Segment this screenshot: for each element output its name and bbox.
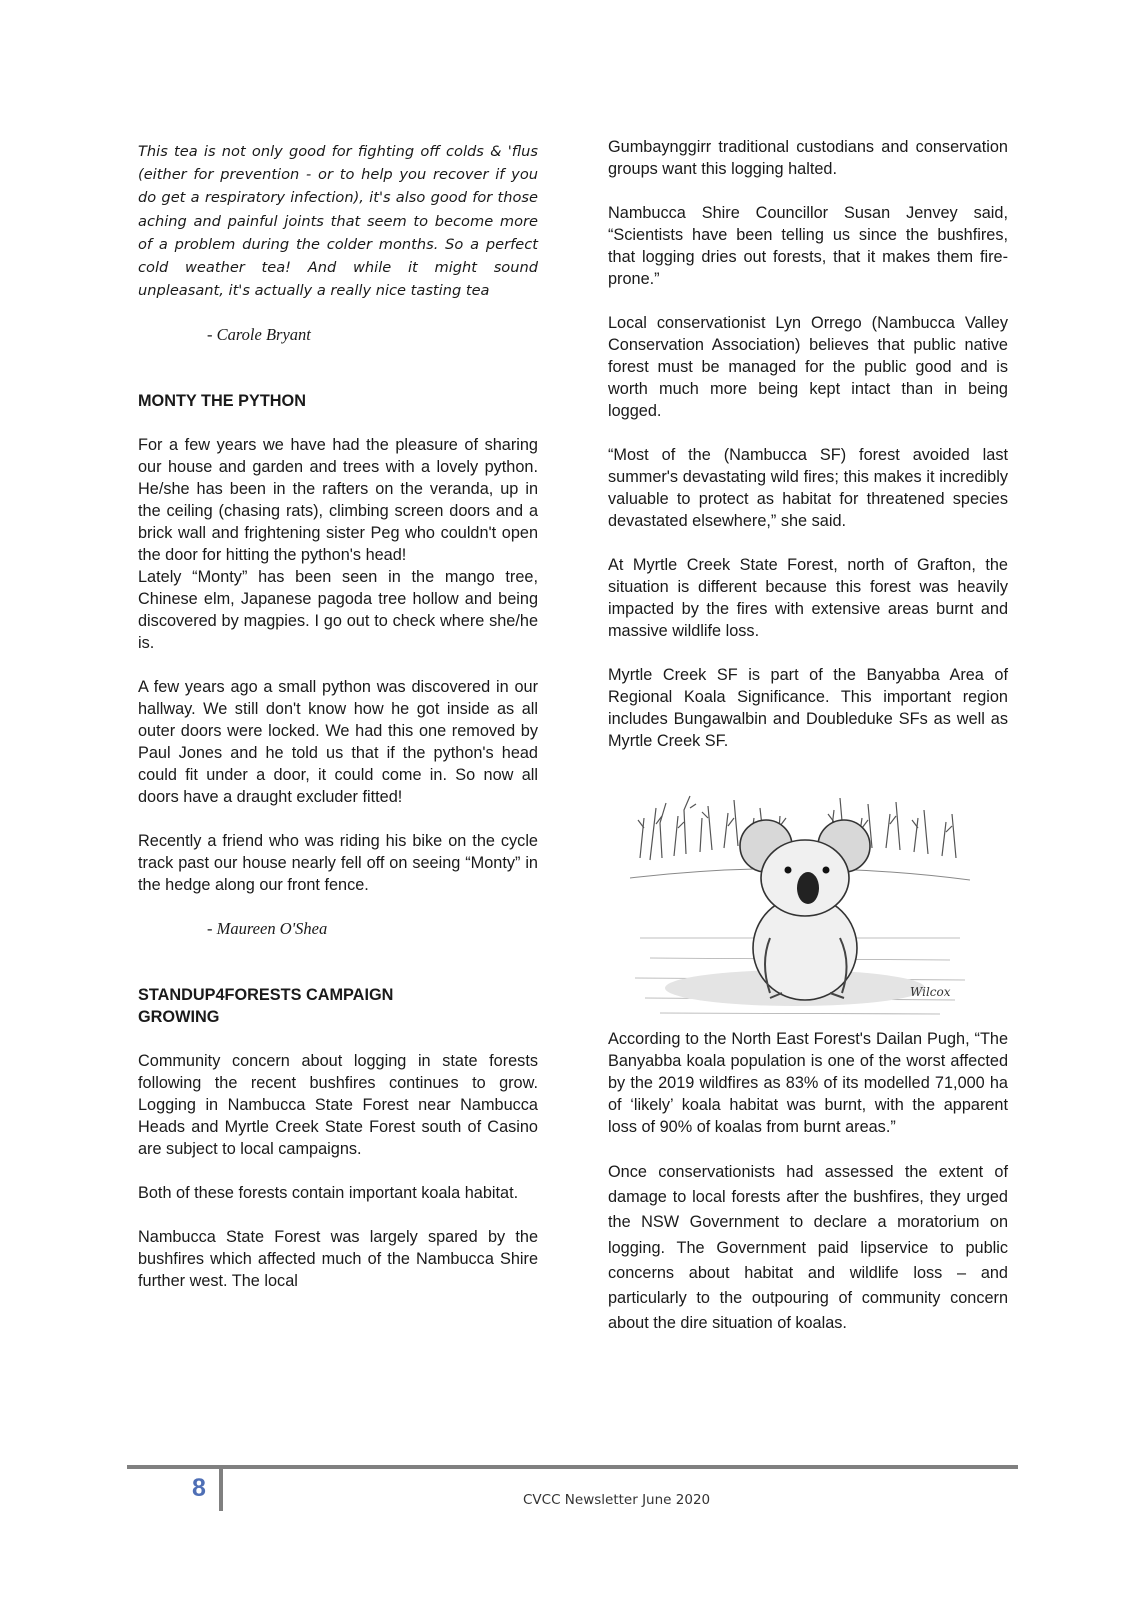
standup-paragraph-2: Both of these forests contain important koala habitat. [138,1184,519,1203]
right-paragraph-2: Nambucca Shire Councillor Susan Jenvey said, “Scientists have been telling us since the bushfires, that logging dries out forests, that it makes them fire-prone.” [608,204,1008,288]
koala-drawing [630,788,970,1020]
monty-paragraph-1: For a few years we have had the pleasure of sharing our house and garden and trees with a lovely python. He/she has been in the rafters on the veranda, up in the ceiling (chasing rats), climbing screen doors and a brick wall and frightening sister Peg who couldn't open the door for hitting the python's head! [138,436,538,565]
left-column [138,136,538,1292]
standup-heading: STANDUP4FORESTS CAMPAIGN GROWING [138,986,394,1027]
page-number: 8 [192,1474,206,1502]
right-paragraph-8: Once conservationists had assessed the extent of damage to local forests after the bushfires, they urged the NSW Government to declare a moratorium on logging. The Government paid lipservice to public concerns about habitat and wildlife loss – and particularly to the outpouring of community concern about the dire situation of koalas. [608,1163,1008,1333]
newsletter-label: CVCC Newsletter June 2020 [523,1492,711,1508]
footer-page-divider [219,1467,223,1511]
footer-divider [127,1465,1018,1469]
monty-heading: MONTY THE PYTHON [138,392,306,411]
standup-paragraph-3: Nambucca State Forest was largely spared by the bushfires which affected much of the Nambucca Shire further west. The local [138,1228,538,1291]
right-paragraph-1: Gumbaynggirr traditional custodians and conservation groups want this logging halted. [608,138,1008,178]
tea-intro-paragraph: This tea is not only good for fighting off colds & 'flus (either for prevention - or to help you recover if you do get a respiratory infection), it's also good for those aching and painful joints that seem to become more of a problem during the colder months. So a perfect cold weather tea! And while it might sound unpleasant, it's actually a really nice tasting tea [138,143,538,300]
monty-paragraph-4: Recently a friend who was riding his bike on the cycle track past our house nearly fell off on seeing “Monty” in the hedge along our front fence. [138,832,538,895]
standup-paragraph-1: Community concern about logging in state forests following the recent bushfires continues to grow. Logging in Nambucca State Forest near Nambucca Heads and Myrtle Creek State Forest south of Casino are subject to local campaigns. [138,1052,538,1159]
tea-signature: - Carole Bryant [207,325,311,345]
monty-paragraph-2: Lately “Monty” has been seen in the mango tree, Chinese elm, Japanese pagoda tree hollow and being discovered by magpies. I go out to check where she/he is. [138,568,538,653]
koala-illustration [630,788,970,1020]
right-paragraph-4: “Most of the (Nambucca SF) forest avoided last summer's devastating wild fires; this makes it incredibly valuable to protect as habitat for threatened species devastated elsewhere,” she said. [608,446,1008,530]
right-column [608,136,1008,1336]
right-paragraph-5: At Myrtle Creek State Forest, north of Grafton, the situation is different because this forest was heavily impacted by the fires with extensive areas burnt and massive wildlife loss. [608,556,1008,640]
monty-paragraph-3: A few years ago a small python was discovered in our hallway. We still don't know how he got inside as all outer doors were locked. We had this one removed by Paul Jones and he told us that if the python's head could fit under a door, it could come in. So now all doors have a draught excluder fitted! [138,678,538,807]
illustration-signature: Wilcox [910,985,951,999]
right-paragraph-7: According to the North East Forest's Dailan Pugh, “The Banyabba koala population is one of the worst affected by the 2019 wildfires as 83% of its modelled 71,000 ha of ‘likely’ koala habitat was burnt, with the apparent loss of 90% of koalas from burnt areas.” [608,1030,1008,1136]
right-paragraph-6: Myrtle Creek SF is part of the Banyabba Area of Regional Koala Significance. This important region includes Bungawalbin and Doubleduke SFs as well as Myrtle Creek SF. [608,666,1008,750]
monty-signature: - Maureen O'Shea [207,919,328,939]
right-paragraph-3: Local conservationist Lyn Orrego (Nambucca Valley Conservation Association) believes that public native forest must be managed for the public good and is worth much more being kept intact than in being logged. [608,314,1008,420]
